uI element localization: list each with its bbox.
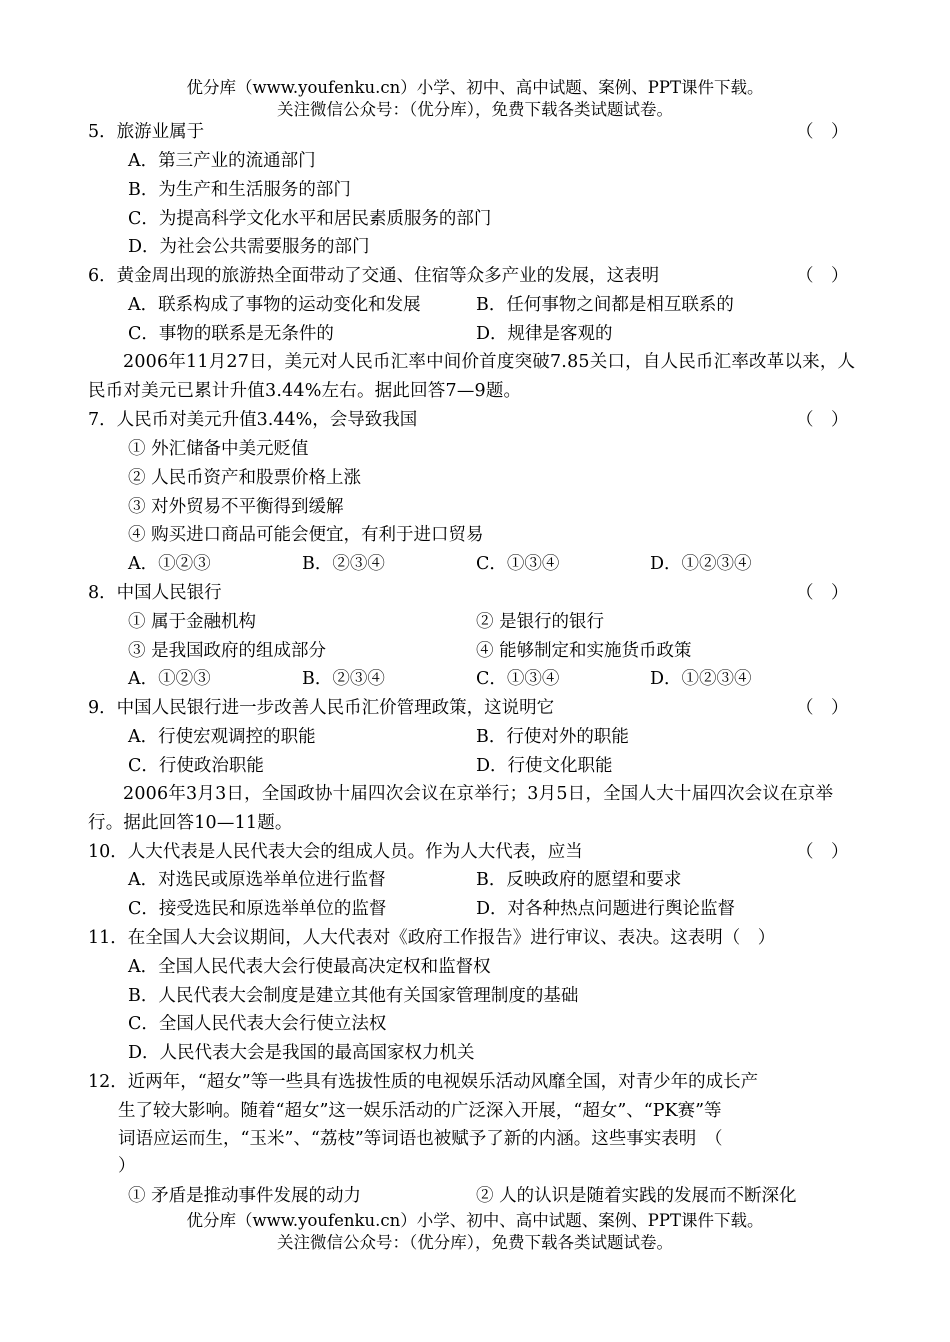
q7-statement-2: ② 人民币资产和股票价格上涨 [128, 468, 362, 488]
q9-answer-blank: （ ） [796, 698, 849, 718]
q8-statement-2: ② 是银行的银行 [476, 612, 605, 632]
q12-stem-line-3: 词语应运而生，“玉米”、“荔枝”等词语也被赋予了新的内涵。这些事实表明 （ [118, 1129, 723, 1149]
q7-option-a: A．①②③ [128, 554, 211, 574]
q10-option-c: C．接受选民和原选举单位的监督 [128, 899, 387, 919]
q6-option-d: D．规律是客观的 [476, 324, 613, 344]
q7-option-b: B．②③④ [302, 554, 385, 574]
q7-answer-blank: （ ） [796, 410, 849, 430]
q5-stem: 5．旅游业属于 [88, 122, 205, 142]
material-1: 2006年11月27日，美元对人民币汇率中间价首度突破7.85关口，自人民币汇率改革以来，人民币对美元已累计升值3.44%左右。据此回答7—9题。 [88, 352, 856, 401]
q6-stem: 6．黄金周出现的旅游热全面带动了交通、住宿等众多产业的发展，这表明 [88, 266, 660, 286]
footer-line-1: 优分库（www.youfenku.cn）小学、初中、高中试题、案例、PPT课件下载。 [186, 1211, 764, 1230]
q12-stem-line-2: 生了较大影响。随着“超女”这一娱乐活动的广泛深入开展，“超女”、“PK赛”等 [118, 1101, 722, 1121]
q5-option-b: B．为生产和生活服务的部门 [128, 180, 351, 200]
q10-option-a: A．对选民或原选举单位进行监督 [128, 870, 386, 890]
q10-stem: 10．人大代表是人民代表大会的组成人员。作为人大代表，应当 [88, 842, 583, 862]
q9-option-d: D．行使文化职能 [476, 756, 613, 776]
q10-option-b: B．反映政府的愿望和要求 [476, 870, 682, 890]
q8-stem: 8．中国人民银行 [88, 583, 222, 603]
q7-statement-1: ① 外汇储备中美元贬值 [128, 439, 309, 459]
q8-option-c: C．①③④ [476, 669, 560, 689]
q8-option-a: A．①②③ [128, 669, 211, 689]
q5-option-a: A．第三产业的流通部门 [128, 151, 316, 171]
q6-option-c: C．事物的联系是无条件的 [128, 324, 334, 344]
q8-statement-1: ① 属于金融机构 [128, 612, 257, 632]
q5-option-d: D．为社会公共需要服务的部门 [128, 237, 370, 257]
q12-stem-line-4: ） [118, 1156, 136, 1176]
q12-statement-1: ① 矛盾是推动事件发展的动力 [128, 1186, 362, 1206]
q6-option-a: A．联系构成了事物的运动变化和发展 [128, 295, 421, 315]
q11-option-b: B．人民代表大会制度是建立其他有关国家管理制度的基础 [128, 986, 579, 1006]
q11-option-c: C．全国人民代表大会行使立法权 [128, 1014, 387, 1034]
material-2: 2006年3月3日，全国政协十届四次会议在京举行；3月5日，全国人大十届四次会议在京举行。据此回答10—11题。 [88, 784, 834, 833]
q10-option-d: D．对各种热点问题进行舆论监督 [476, 899, 736, 919]
q7-statement-4: ④ 购买进口商品可能会便宜，有利于进口贸易 [128, 525, 484, 545]
q8-option-b: B．②③④ [302, 669, 385, 689]
q8-statement-4: ④ 能够制定和实施货币政策 [476, 641, 692, 661]
header-line-2: 关注微信公众号：（优分库），免费下载各类试题试卷。 [277, 100, 673, 119]
q12-statement-2: ② 人的认识是随着实践的发展而不断深化 [476, 1186, 797, 1206]
q9-option-b: B．行使对外的职能 [476, 727, 629, 747]
q7-stem: 7．人民币对美元升值3.44%，会导致我国 [88, 410, 418, 430]
q7-statement-3: ③ 对外贸易不平衡得到缓解 [128, 497, 344, 517]
header-line-1: 优分库（www.youfenku.cn）小学、初中、高中试题、案例、PPT课件下载。 [186, 78, 764, 97]
q7-option-d: D．①②③④ [650, 554, 752, 574]
q8-statement-3: ③ 是我国政府的组成部分 [128, 641, 327, 661]
q5-option-c: C．为提高科学文化水平和居民素质服务的部门 [128, 209, 492, 229]
q10-answer-blank: （ ） [796, 842, 849, 862]
q8-option-d: D．①②③④ [650, 669, 752, 689]
q12-stem-line-1: 12．近两年，“超女”等一些具有选拔性质的电视娱乐活动风靡全国，对青少年的成长产 [88, 1072, 759, 1092]
q9-stem: 9．中国人民银行进一步改善人民币汇价管理政策，这说明它 [88, 698, 555, 718]
q11-option-a: A．全国人民代表大会行使最高决定权和监督权 [128, 957, 491, 977]
q7-option-c: C．①③④ [476, 554, 560, 574]
q11-stem: 11．在全国人大会议期间，人大代表对《政府工作报告》进行审议、表决。这表明（ ） [88, 928, 776, 948]
q9-option-a: A．行使宏观调控的职能 [128, 727, 316, 747]
q8-answer-blank: （ ） [796, 583, 849, 603]
q6-answer-blank: （ ） [796, 266, 849, 286]
q11-option-d: D．人民代表大会是我国的最高国家权力机关 [128, 1043, 475, 1063]
q9-option-c: C．行使政治职能 [128, 756, 264, 776]
q6-option-b: B．任何事物之间都是相互联系的 [476, 295, 734, 315]
q5-answer-blank: （ ） [796, 122, 849, 142]
footer-line-2: 关注微信公众号：（优分库），免费下载各类试题试卷。 [277, 1233, 673, 1252]
